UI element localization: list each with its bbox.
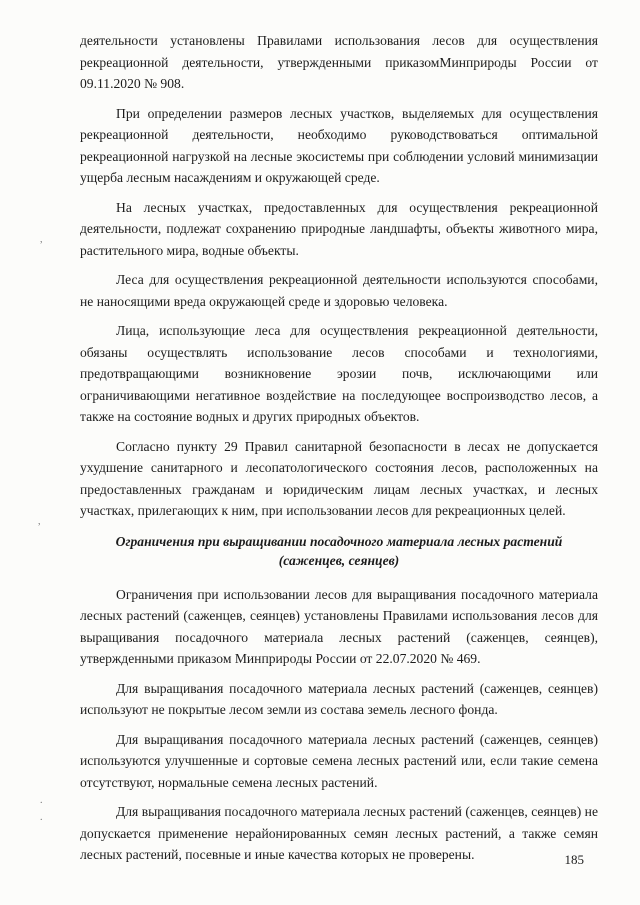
- paragraph: Для выращивания посадочного материала лесных растений (саженцев, сеянцев) используют не покрытые лесом земли из состава земель лесного фонда.: [80, 680, 598, 717]
- scan-mark: ,: [40, 234, 43, 245]
- paragraph: Для выращивания посадочного материала лесных растений (саженцев, сеянцев) используются улучшенные и сортовые семена лесных растений или, если такие семена отсутствуют, нормальные семена лесных растений.: [80, 731, 598, 790]
- paragraph: Ограничения при использовании лесов для выращивания посадочного материала лесных растений (саженцев, сеянцев) установлены Правилами использования лесов для выращивания посадочного материала лесных растений (саженцев, сеянцев), утвержденными приказом Минприроды России от 22.07.2020 № 469.: [80, 586, 598, 666]
- paragraph: На лесных участках, предоставленных для осуществления рекреационной деятельности, подлежат сохранению природные ландшафты, объекты животного мира, растительного мира, водные объекты.: [80, 199, 598, 258]
- paragraph: Леса для осуществления рекреационной деятельности используются способами, не наносящими вреда окружающей среде и здоровью человека.: [80, 272, 598, 309]
- paragraph: Для выращивания посадочного материала лесных растений (саженцев, сеянцев) не допускается применение нерайонированных семян лесных растений, а также семян лесных растений, посевные и иные качества которых не проверены.: [80, 804, 598, 862]
- section-heading-line2: (саженцев, сеянцев): [278, 552, 400, 568]
- scan-mark: .: [40, 812, 43, 823]
- scan-mark: .: [40, 795, 43, 806]
- paragraph: При определении размеров лесных участков, выделяемых для осуществления рекреационной деятельности, необходимо руководствоваться оптимальной рекреационной нагрузкой на лесные экосистемы при соблюдении условий минимизации ущерба лесным насаждениям и окружающей среде.: [80, 105, 598, 185]
- section-heading-line1: Ограничения при выращивании посадочного материала лесных растений: [115, 533, 563, 549]
- paragraph: Согласно пункту 29 Правил санитарной безопасности в лесах не допускается ухудшение санитарного и лесопатологического состояния лесов, расположенных на предоставленных гражданам и юридическим лицам лесных участках, и лесных участках, прилегающих к ним, при использовании лесов для рекреационных целей.: [80, 438, 598, 518]
- document-page: [80, 30, 598, 874]
- scan-mark: ,: [38, 516, 41, 527]
- paragraph-continuation: деятельности установлены Правилами использования лесов для осуществления рекреационной деятельности, утвержденными приказомМинприроды России от 09.11.2020 № 908.: [80, 33, 598, 91]
- paragraph: Лица, использующие леса для осуществления рекреационной деятельности, обязаны осуществлять использование лесов способами и технологиями, предотвращающими возникновение эрозии почв, исключающими или ограничивающими негативное воздействие на последующее воспроизводство лесов, а также на состояние водных и других природных объектов.: [80, 323, 598, 424]
- section-heading: [80, 532, 598, 570]
- page-number: 185: [564, 852, 584, 867]
